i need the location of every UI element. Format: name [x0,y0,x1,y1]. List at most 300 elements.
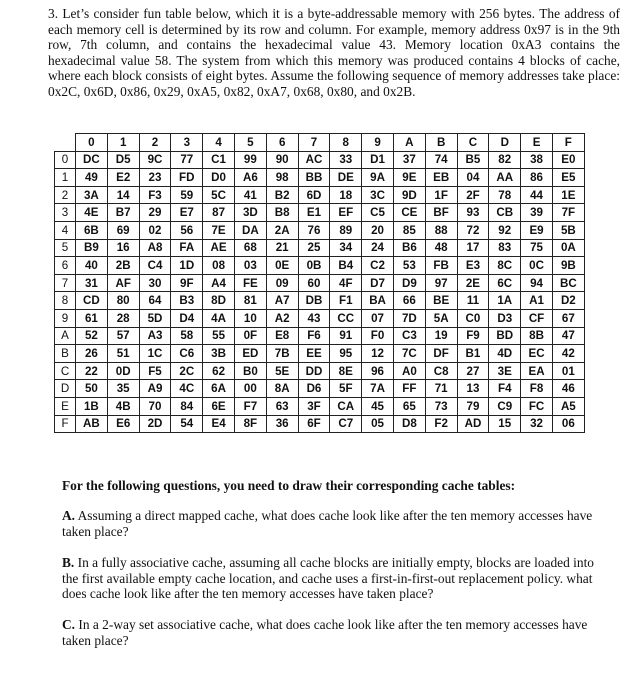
memory-cell: 50 [76,380,108,398]
row-header: 7 [55,274,76,292]
row-header: 0 [55,151,76,169]
memory-cell: 8D [203,292,235,310]
row-header: 3 [55,204,76,222]
memory-cell: 1C [139,345,171,363]
memory-cell: 70 [139,397,171,415]
memory-cell: A1 [521,292,553,310]
row-header: C [55,362,76,380]
memory-cell: 05 [362,415,394,433]
memory-cell: 02 [139,221,171,239]
memory-cell: E6 [107,415,139,433]
memory-cell: 2F [457,186,489,204]
row-header: D [55,380,76,398]
memory-cell: 33 [330,151,362,169]
memory-cell: EC [521,345,553,363]
table-row [55,362,585,380]
column-header: F [552,134,584,152]
memory-cell: 5E [266,362,298,380]
memory-cell: BE [425,292,457,310]
column-header: C [457,134,489,152]
memory-cell: 10 [234,309,266,327]
memory-cell: DB [298,292,330,310]
memory-cell: 3B [203,345,235,363]
memory-cell: 72 [457,221,489,239]
memory-cell: 92 [489,221,521,239]
memory-cell: E1 [298,204,330,222]
memory-cell: CD [76,292,108,310]
table-corner [55,134,76,152]
memory-cell: 43 [298,309,330,327]
question-a: A. Assuming a direct mapped cache, what does cache look like after the ten memory accesses have taken place? [62,508,593,539]
memory-cell: F0 [362,327,394,345]
memory-cell: DA [234,221,266,239]
column-header: D [489,134,521,152]
memory-cell: 7A [362,380,394,398]
memory-cell: 55 [203,327,235,345]
memory-cell: F5 [139,362,171,380]
row-header: 8 [55,292,76,310]
memory-cell: B7 [107,204,139,222]
memory-cell: 52 [76,327,108,345]
memory-cell: 0D [107,362,139,380]
memory-cell: AD [457,415,489,433]
row-header: 1 [55,169,76,187]
memory-cell: B2 [266,186,298,204]
memory-cell: 47 [552,327,584,345]
memory-cell: F2 [425,415,457,433]
memory-cell: C5 [362,204,394,222]
memory-cell: 12 [362,345,394,363]
memory-cell: BD [489,327,521,345]
memory-cell: D8 [393,415,425,433]
memory-cell: 28 [107,309,139,327]
memory-cell: 67 [552,309,584,327]
memory-cell: 98 [266,169,298,187]
memory-cell: D6 [298,380,330,398]
memory-cell: F3 [139,186,171,204]
memory-cell: 0E [266,257,298,275]
memory-cell: 22 [76,362,108,380]
memory-cell: C8 [425,362,457,380]
memory-cell: C7 [330,415,362,433]
row-header: 2 [55,186,76,204]
memory-cell: 30 [139,274,171,292]
memory-cell: 08 [203,257,235,275]
memory-cell: A2 [266,309,298,327]
row-header: 9 [55,309,76,327]
memory-cell: 2C [171,362,203,380]
column-header: 4 [203,134,235,152]
memory-cell: 2D [139,415,171,433]
column-header: E [521,134,553,152]
memory-cell: B4 [330,257,362,275]
memory-cell: 13 [457,380,489,398]
memory-cell: EB [425,169,457,187]
memory-cell: 35 [107,380,139,398]
memory-cell: 77 [171,151,203,169]
memory-cell: 42 [552,345,584,363]
memory-cell: 0C [521,257,553,275]
memory-cell: E5 [552,169,584,187]
memory-cell: B3 [171,292,203,310]
memory-cell: 59 [171,186,203,204]
memory-cell: 01 [552,362,584,380]
memory-cell: 96 [362,362,394,380]
memory-cell: C6 [171,345,203,363]
memory-cell: DF [425,345,457,363]
memory-cell: A7 [266,292,298,310]
memory-cell: D5 [107,151,139,169]
problem-statement: 3. Let’s consider fun table below, which it is a byte-addressable memory with 256 bytes. The address of each memory cell is determined by its row and column. For example, memory address 0x97 is in the 9th row, 7th column, and contains the hexadecimal value 43. Memory location 0xA3 contains the hexadecimal value 58. The system from which this memory was produced contains 4 blocks of cache, where each block consists of eight bytes. Assume the following sequence of memory addresses take place: 0x2C, 0x6D, 0x86, 0x29, 0xA5, 0x82, 0xA7, 0x68, 0x80, and 0x2B. [48,6,620,99]
memory-cell: FD [171,169,203,187]
memory-cell: EF [330,204,362,222]
memory-cell: ED [234,345,266,363]
memory-cell: 09 [266,274,298,292]
memory-cell: 24 [362,239,394,257]
memory-cell: C9 [489,397,521,415]
memory-cell: 5D [139,309,171,327]
memory-cell: DD [298,362,330,380]
memory-cell: 89 [330,221,362,239]
memory-cell: F4 [489,380,521,398]
memory-cell: 2B [107,257,139,275]
memory-cell: 5F [330,380,362,398]
memory-cell: 61 [76,309,108,327]
column-header: 1 [107,134,139,152]
memory-cell: 1D [171,257,203,275]
memory-cell: 1E [552,186,584,204]
memory-cell: 48 [425,239,457,257]
memory-cell: 68 [234,239,266,257]
memory-cell: 3D [234,204,266,222]
memory-cell: EE [298,345,330,363]
memory-cell: 27 [457,362,489,380]
memory-cell: CF [521,309,553,327]
memory-cell: 25 [298,239,330,257]
memory-cell: 49 [76,169,108,187]
memory-cell: 26 [76,345,108,363]
row-header: B [55,345,76,363]
memory-cell: 64 [139,292,171,310]
memory-cell: DE [330,169,362,187]
memory-cell: 51 [107,345,139,363]
memory-cell: 5A [425,309,457,327]
memory-cell: 99 [234,151,266,169]
memory-cell: D3 [489,309,521,327]
memory-cell: 29 [139,204,171,222]
question-c: C. In a 2-way set associative cache, what does cache look like after the ten memory accesses have taken place? [62,617,588,648]
memory-cell: 7E [203,221,235,239]
memory-cell: B6 [393,239,425,257]
column-header: 5 [234,134,266,152]
memory-cell: 40 [76,257,108,275]
memory-cell: 37 [393,151,425,169]
memory-cell: FB [425,257,457,275]
memory-cell: CA [330,397,362,415]
row-header: 6 [55,257,76,275]
memory-cell: 60 [298,274,330,292]
memory-cell: E8 [266,327,298,345]
memory-cell: 6F [298,415,330,433]
memory-cell: 9D [393,186,425,204]
memory-table-body [55,151,585,433]
memory-cell: BF [425,204,457,222]
column-header: 3 [171,134,203,152]
memory-cell: D4 [171,309,203,327]
question-b: B. In a fully associative cache, assuming all cache blocks are initially empty, blocks are loaded into the first available empty cache location, and cache uses a first-in-first-out replacement policy. what does cache look like after the ten memory accesses have taken place? [62,555,594,602]
memory-cell: 83 [489,239,521,257]
table-row [55,415,585,433]
memory-cell: 46 [552,380,584,398]
memory-cell: 86 [521,169,553,187]
memory-cell: AC [298,151,330,169]
memory-cell: 88 [425,221,457,239]
memory-cell: 74 [425,151,457,169]
memory-cell: 04 [457,169,489,187]
memory-cell: 6B [76,221,108,239]
memory-cell: 65 [393,397,425,415]
memory-cell: DC [76,151,108,169]
memory-cell: 31 [76,274,108,292]
memory-cell: B8 [266,204,298,222]
table-row [55,397,585,415]
memory-cell: A5 [552,397,584,415]
memory-cell: 18 [330,186,362,204]
memory-cell: D1 [362,151,394,169]
memory-cell: 5B [552,221,584,239]
column-header: 7 [298,134,330,152]
memory-cell: 6E [203,397,235,415]
memory-cell: EA [521,362,553,380]
memory-cell: 4C [171,380,203,398]
memory-cell: 6D [298,186,330,204]
memory-cell: 8E [330,362,362,380]
memory-cell: 8C [489,257,521,275]
memory-cell: C1 [203,151,235,169]
memory-cell: 20 [362,221,394,239]
memory-cell: 0A [552,239,584,257]
column-header: 9 [362,134,394,152]
row-header: 4 [55,221,76,239]
memory-cell: 57 [107,327,139,345]
memory-cell: A8 [139,239,171,257]
memory-cell: 80 [107,292,139,310]
memory-cell: 9A [362,169,394,187]
memory-cell: 9F [171,274,203,292]
memory-cell: 03 [234,257,266,275]
memory-cell: 76 [298,221,330,239]
memory-table [54,133,585,433]
memory-cell: BC [552,274,584,292]
column-header: 8 [330,134,362,152]
memory-cell: FC [521,397,553,415]
memory-cell: 5C [203,186,235,204]
memory-cell: 8F [234,415,266,433]
memory-cell: 3F [298,397,330,415]
memory-cell: 9B [552,257,584,275]
memory-cell: C4 [139,257,171,275]
memory-cell: 41 [234,186,266,204]
memory-cell: 8A [266,380,298,398]
memory-cell: D2 [552,292,584,310]
table-row [55,309,585,327]
memory-cell: 07 [362,309,394,327]
memory-cell: 14 [107,186,139,204]
memory-cell: 45 [362,397,394,415]
memory-cell: BA [362,292,394,310]
memory-cell: B1 [457,345,489,363]
memory-cell: 38 [521,151,553,169]
memory-cell: C0 [457,309,489,327]
memory-cell: A0 [393,362,425,380]
memory-cell: 9C [139,151,171,169]
memory-cell: AA [489,169,521,187]
memory-cell: B9 [76,239,108,257]
memory-cell: 58 [171,327,203,345]
memory-cell: 4E [76,204,108,222]
table-row [55,204,585,222]
memory-cell: F9 [457,327,489,345]
memory-cell: 11 [457,292,489,310]
memory-cell: 56 [171,221,203,239]
memory-cell: CB [489,204,521,222]
memory-cell: 15 [489,415,521,433]
memory-cell: 2A [266,221,298,239]
memory-cell: 7D [393,309,425,327]
memory-cell: 97 [425,274,457,292]
memory-cell: 3A [76,186,108,204]
memory-cell: AE [203,239,235,257]
memory-cell: 3C [362,186,394,204]
memory-cell: 9E [393,169,425,187]
memory-cell: 00 [234,380,266,398]
memory-cell: 7C [393,345,425,363]
memory-cell: B5 [457,151,489,169]
memory-cell: E0 [552,151,584,169]
memory-cell: 06 [552,415,584,433]
memory-cell: E3 [457,257,489,275]
column-header: B [425,134,457,152]
memory-cell: 2E [457,274,489,292]
memory-cell: 1A [489,292,521,310]
follow-up-section [62,478,602,664]
row-header: E [55,397,76,415]
memory-cell: CC [330,309,362,327]
memory-cell: 95 [330,345,362,363]
memory-cell: 85 [393,221,425,239]
memory-cell: 16 [107,239,139,257]
memory-cell: B0 [234,362,266,380]
row-header: F [55,415,76,433]
memory-cell: E2 [107,169,139,187]
memory-cell: 75 [521,239,553,257]
memory-cell: FA [171,239,203,257]
memory-cell: 7B [266,345,298,363]
memory-cell: 84 [171,397,203,415]
memory-cell: 34 [330,239,362,257]
memory-cell: 71 [425,380,457,398]
table-row [55,169,585,187]
memory-cell: 78 [489,186,521,204]
table-row [55,345,585,363]
memory-cell: 32 [521,415,553,433]
memory-cell: 4A [203,309,235,327]
memory-cell: AB [76,415,108,433]
memory-cell: D7 [362,274,394,292]
memory-cell: F8 [521,380,553,398]
memory-cell: F1 [330,292,362,310]
table-row [55,151,585,169]
table-row [55,274,585,292]
column-header-row [55,134,585,152]
table-row [55,221,585,239]
row-header: 5 [55,239,76,257]
memory-cell: 79 [457,397,489,415]
memory-cell: A9 [139,380,171,398]
memory-cell: C3 [393,327,425,345]
memory-cell: 69 [107,221,139,239]
memory-cell: 39 [521,204,553,222]
memory-cell: 81 [234,292,266,310]
memory-cell: 6C [489,274,521,292]
instructions-lead: For the following questions, you need to draw their corresponding cache tables: [62,478,516,493]
memory-cell: 90 [266,151,298,169]
memory-cell: 17 [457,239,489,257]
memory-cell: 7F [552,204,584,222]
memory-cell: 0B [298,257,330,275]
memory-cell: 1F [425,186,457,204]
table-row [55,327,585,345]
memory-cell: A4 [203,274,235,292]
memory-cell: 44 [521,186,553,204]
memory-cell: A6 [234,169,266,187]
memory-cell: 0F [234,327,266,345]
memory-cell: 87 [203,204,235,222]
memory-cell: 54 [171,415,203,433]
memory-cell: A3 [139,327,171,345]
memory-cell: 1B [76,397,108,415]
memory-cell: BB [298,169,330,187]
memory-cell: 53 [393,257,425,275]
memory-cell: D9 [393,274,425,292]
table-row [55,186,585,204]
memory-cell: F7 [234,397,266,415]
table-row [55,257,585,275]
column-header: 2 [139,134,171,152]
column-header: A [393,134,425,152]
memory-cell: 8B [521,327,553,345]
memory-cell: 4B [107,397,139,415]
memory-cell: 73 [425,397,457,415]
memory-cell: 66 [393,292,425,310]
memory-cell: 4F [330,274,362,292]
memory-cell: F6 [298,327,330,345]
memory-cell: 6A [203,380,235,398]
memory-cell: 82 [489,151,521,169]
column-header: 0 [76,134,108,152]
table-row [55,239,585,257]
memory-cell: AF [107,274,139,292]
memory-cell: CE [393,204,425,222]
memory-cell: C2 [362,257,394,275]
memory-cell: 93 [457,204,489,222]
memory-cell: 94 [521,274,553,292]
memory-cell: E7 [171,204,203,222]
memory-cell: 19 [425,327,457,345]
memory-cell: D0 [203,169,235,187]
memory-cell: 3E [489,362,521,380]
memory-cell: 21 [266,239,298,257]
